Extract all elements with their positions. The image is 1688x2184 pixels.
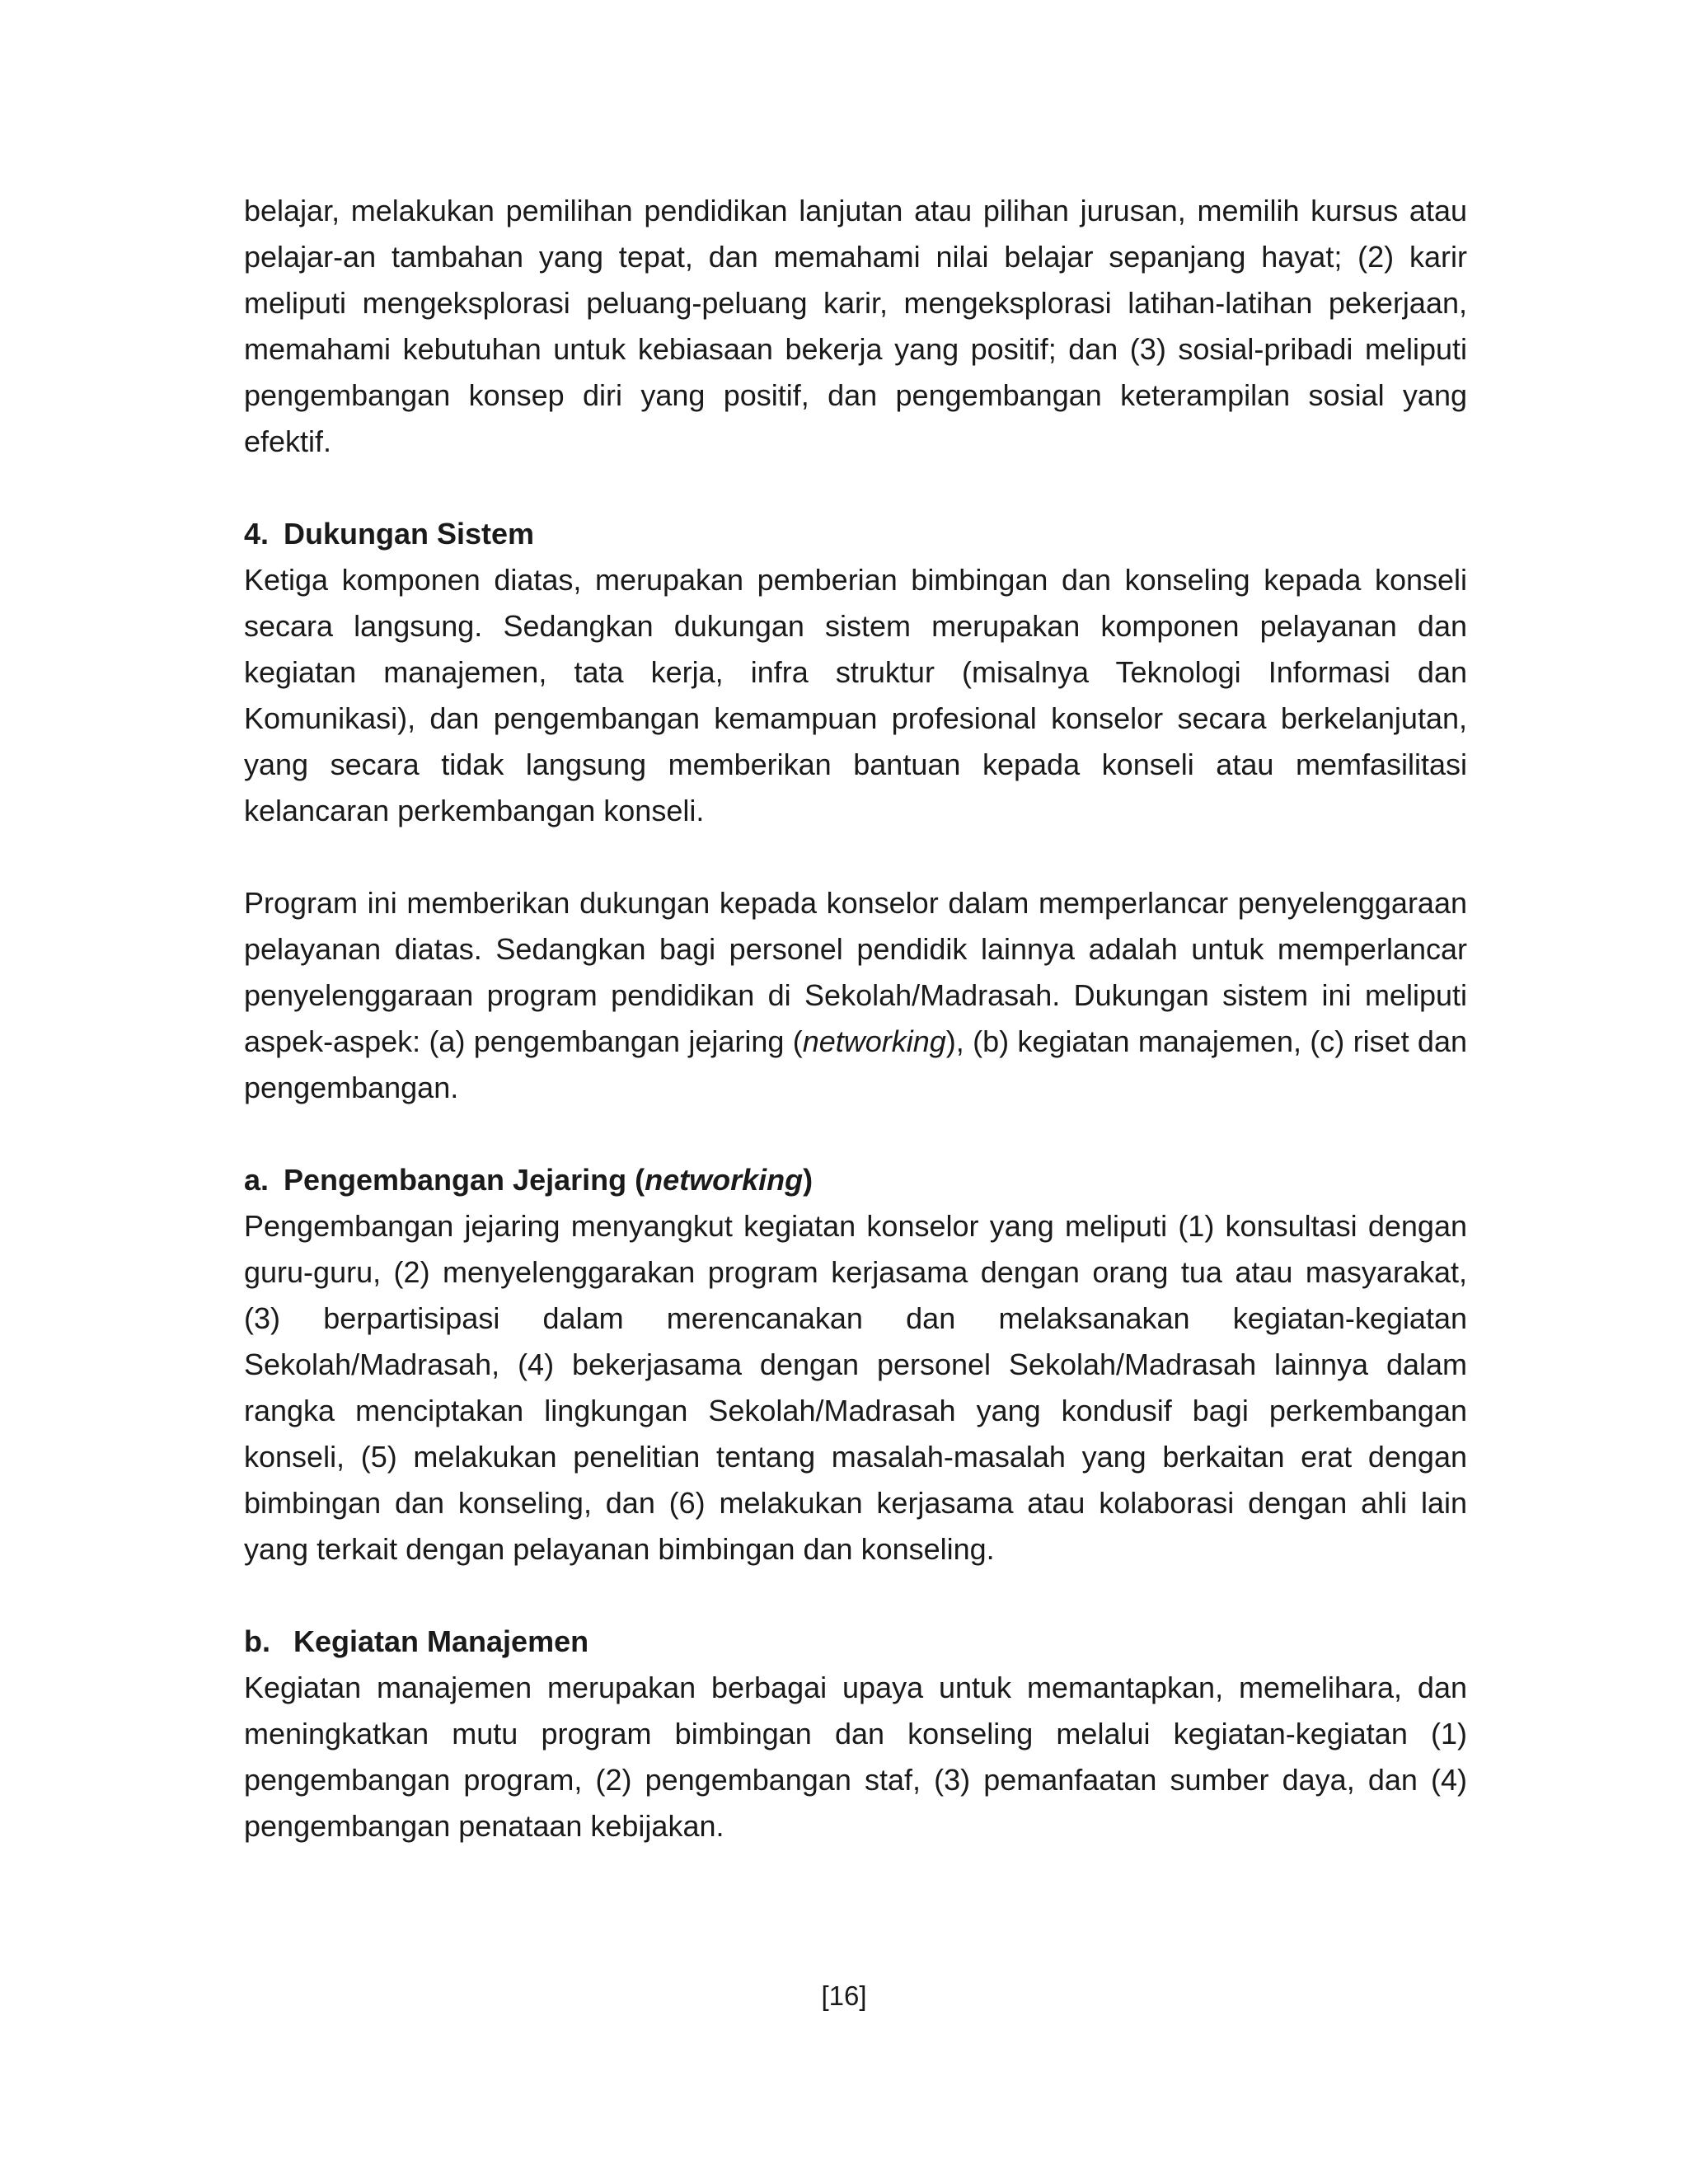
spacer <box>244 1111 1467 1157</box>
section-a-title-end: ) <box>803 1163 814 1197</box>
section-a-title-italic: networking <box>645 1163 804 1197</box>
section-4-title: Dukungan Sistem <box>284 517 535 551</box>
section-b-marker: b. <box>244 1624 270 1658</box>
section-a-heading <box>244 1157 1467 1203</box>
spacer <box>244 834 1467 880</box>
page-number: [16] <box>821 1980 867 2011</box>
intro-paragraph: belajar, melakukan pemilihan pendidikan lanjutan atau pilihan jurusan, memilih kursus atau pelajar-an tambahan yang tepat, dan memahami nilai belajar sepanjang hayat; (2) karir meliputi mengeksplorasi peluang-peluang karir, mengeksplorasi latihan-latihan pekerjaan, memahami kebutuhan untuk kebiasaan bekerja yang positif; dan (3) sosial-pribadi meliputi pengembangan konsep diri yang positif, dan pengembangan keterampilan sosial yang efektif. <box>244 194 1467 458</box>
document-page <box>244 188 1467 1849</box>
section-4-paragraph-2 <box>244 880 1467 1111</box>
section-b-title: Kegiatan Manajemen <box>293 1624 589 1658</box>
section-4-paragraph-2-italic: networking <box>802 1024 946 1058</box>
section-4-marker: 4. <box>244 517 270 551</box>
section-b-paragraph: Kegiatan manajemen merupakan berbagai upaya untuk memantapkan, memelihara, dan meningkatkan mutu program bimbingan dan konseling melalui kegiatan-kegiatan (1) pengembangan program, (2) pengembangan staf, (3) pemanfaatan sumber daya, dan (4) pengembangan penataan kebijakan. <box>244 1671 1467 1843</box>
section-4-paragraph-2-start: Program ini memberikan dukungan kepada konselor dalam memperlancar penyelenggaraan pelayanan diatas. Sedangkan bagi personel pendidik lainnya adalah untuk memperlancar penyelenggaraan program pendidikan di Sekolah/Madrasah. Dukungan sistem ini meliputi aspek-aspek: (a) pengembangan jejaring ( <box>244 886 1467 1058</box>
section-4-paragraph-2-end: ), (b) kegiatan manajemen, (c) riset dan pengembangan. <box>244 1024 1468 1104</box>
section-a-title-start: Pengembangan Jejaring ( <box>284 1163 645 1197</box>
section-a-paragraph: Pengembangan jejaring menyangkut kegiatan konselor yang meliputi (1) konsultasi dengan guru-guru, (2) menyelenggarakan program kerjasama dengan orang tua atau masyarakat, (3) berpartisipasi dalam merencanakan dan melaksanakan kegiatan-kegiatan Sekolah/Madrasah, (4) bekerjasama dengan personel Sekolah/Madrasah lainnya dalam rangka menciptakan lingkungan Sekolah/Madrasah yang kondusif bagi perkembangan konseli, (5) melakukan penelitian tentang masalah-masalah yang berkaitan erat dengan bimbingan dan konseling, dan (6) melakukan kerjasama atau kolaborasi dengan ahli lain yang terkait dengan pelayanan bimbingan dan konseling. <box>244 1209 1467 1566</box>
section-b-heading <box>244 1619 1467 1665</box>
section-a-marker: a. <box>244 1163 270 1197</box>
spacer <box>244 1572 1467 1619</box>
section-4-heading <box>244 511 1467 557</box>
section-4-paragraph-1: Ketiga komponen diatas, merupakan pemberian bimbingan dan konseling kepada konseli secara langsung. Sedangkan dukungan sistem merupakan komponen pelayanan dan kegiatan manajemen, tata kerja, infra struktur (misalnya Teknologi Informasi dan Komunikasi), dan pengembangan kemampuan profesional konselor secara berkelanjutan, yang secara tidak langsung memberikan bantuan kepada konseli atau memfasilitasi kelancaran perkembangan konseli. <box>244 563 1467 827</box>
spacer <box>244 465 1467 511</box>
